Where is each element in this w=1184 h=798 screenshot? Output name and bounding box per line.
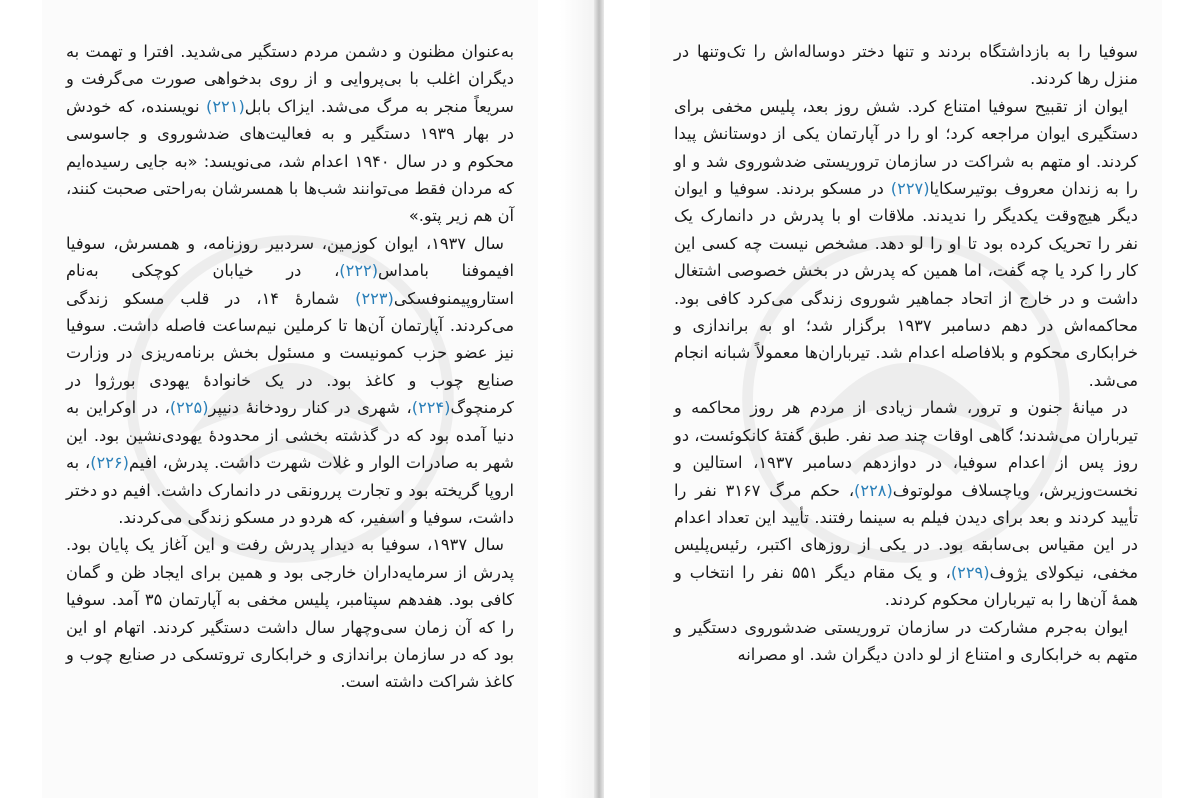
footnote-link[interactable]: (۲۲۳) (355, 288, 394, 308)
footnote-link[interactable]: (۲۲۹) (950, 562, 990, 582)
footnote-link[interactable]: (۲۲۶) (90, 453, 129, 473)
paragraph-text: ، در خیابان کوچکی به‌نام استاروپیمنوفسکی (66, 261, 514, 308)
right-page (650, 0, 1162, 798)
footnote-link[interactable]: (۲۲۵) (169, 398, 209, 418)
right-page-text (674, 38, 1138, 668)
book-gutter-shade (560, 0, 594, 798)
left-page-text (66, 38, 514, 696)
book-gutter (594, 0, 604, 798)
footnote-link[interactable]: (۲۲۷) (890, 179, 930, 199)
footnote-link[interactable]: (۲۲۱) (206, 96, 245, 116)
paragraph-text: ایوان از تقبیح سوفیا امتناع کرد. شش روز بعد، پلیس مخفی برای دستگیری ایوان مراجعه کرد؛ او را در آپارتمان یکی از دوستانش پیدا کردند. او متهم به شراکت در سازمان تروریستی ضدشوروی شد و او را به زندان معروف بوتیرسکایا (674, 96, 1138, 199)
footnote-link[interactable]: (۲۲۴) (411, 398, 451, 418)
paragraph-text: در میانهٔ جنون و ترور، شمار زیادی از مردم هر روز محاکمه و تیرباران می‌شدند؛ گاهی اوقات چند صد نفر. طبق گفتهٔ کانکوئست، دو روز پس از اعدام سوفیا، در دوازدهم دسامبر ۱۹۳۷، استالین و نخست‌وزیرش، ویاچسلاف مولوتوف (674, 398, 1138, 500)
paragraph (66, 38, 514, 230)
left-page (42, 0, 538, 798)
paragraph-text: در مسکو بردند. سوفیا و ایوان دیگر هیچ‌وقت یکدیگر را ندیدند. ملاقات او با پدرش در دانمارک یک نفر را تحریک کرده بود تا او را لو دهد. مشخص نیست چه کسی این کار را کرد یا چه گفت، اما همین که پدرش در بخش خصوصی اشتغال داشت و در خارج از اتحاد جماهیر شوروی زندگی می‌کرد کافی بود. محاکمه‌اش در دهم دسامبر ۱۹۳۷ برگزار شد؛ او به براندازی و خرابکاری محکوم و بلافاصله اعدام شد. تیرباران‌ها معمولاً شبانه انجام می‌شد. (674, 179, 1138, 390)
paragraph (674, 394, 1138, 613)
paragraph-text: شمارهٔ ۱۴، در قلب مسکو زندگی می‌کردند. آپارتمان آن‌ها تا کرملین نیم‌ساعت فاصله داشت. سوفیا نیز عضو حزب کمونیست و مسئول بخش برنامه‌ریزی در وزارت صنایع چوب و کاغذ بود. در یک خانوادهٔ یهودی بورژوا در کرمنچوگ (66, 288, 514, 418)
paragraph-text: نویسنده، که خودش در بهار ۱۹۳۹ دستگیر و به فعالیت‌های ضدشوروی و جاسوسی محکوم و در سال ۱۹۴۰ اعدام شد، می‌نویسد: «به جایی رسیده‌ایم که مردان فقط می‌توانند شب‌ها با همسرشان به‌راحتی صحبت کنند، آن هم زیر پتو.» (66, 96, 514, 226)
paragraph (66, 230, 514, 531)
paragraph-text: به‌عنوان مظنون و دشمن مردم دستگیر می‌شدید. افترا و تهمت به دیگران اغلب با بی‌پروایی و از روی بدخواهی صورت می‌گرفت و سریعاً منجر به مرگ می‌شد. ایزاک بابل (66, 42, 514, 116)
footnote-link[interactable]: (۲۲۸) (854, 480, 893, 500)
paragraph-text: سوفیا را به بازداشتگاه بردند و تنها دختر دوساله‌اش را تک‌وتنها در منزل رها کردند. (674, 42, 1138, 89)
paragraph-text: ایوان به‌جرم مشارکت در سازمان تروریستی ضدشوروی دستگیر و متهم به خرابکاری و امتناع از لو دادن دیگران شد. او مصرانه (674, 617, 1138, 664)
paragraph (674, 614, 1138, 669)
paragraph (674, 38, 1138, 93)
paragraph (674, 93, 1138, 394)
paragraph (66, 531, 514, 695)
paragraph-text: سال ۱۹۳۷، ایوان کوزمین، سردبیر روزنامه، و همسرش، سوفیا افیموفنا بامداس (66, 233, 514, 281)
paragraph-text: ، شهری در کنار رودخانهٔ دنیپر (208, 398, 412, 418)
paragraph-text: ، به اروپا گریخته بود و تجارت پررونقی در دانمارک داشت. افیم دو دختر داشت، سوفیا و اسفیر، که هردو در مسکو زندگی می‌کردند. (66, 453, 514, 527)
footnote-link[interactable]: (۲۲۲) (339, 261, 379, 281)
paragraph-text: ، در اوکراین به دنیا آمده بود که در گذشته بخشی از محدودهٔ یهودی‌نشین بود. این شهر به صادرات الوار و غلات شهرت داشت. پدرش، افیم (66, 398, 514, 473)
paragraph-text: ، حکم مرگ ۳۱۶۷ نفر را تأیید کردند و بعد برای دیدن فیلم به سینما رفتند. تأیید این تعداد اعدام در این مقیاس بی‌سابقه بود. در یکی از روزهای اکتبر، رئیس‌پلیس مخفی، نیکولای یژوف (674, 480, 1138, 582)
paragraph-text: ، و یک مقام دیگر ۵۵۱ نفر را انتخاب و همهٔ آن‌ها را به تیرباران محکوم کردند. (674, 562, 1138, 610)
paragraph-text: سال ۱۹۳۷، سوفیا به دیدار پدرش رفت و این آغاز یک پایان بود. پدرش از سرمایه‌داران خارجی بود و همین برای ایجاد ظن و گمان کافی بود. هفدهم سپتامبر، پلیس مخفی به آپارتمان ۳۵ آمد. سوفیا را که آن زمان سی‌وچهار سال داشت دستگیر کردند. اتهام او این بود که در سازمان براندازی و خرابکاری تروتسکی در صنایع چوب و کاغذ شراکت داشته است. (66, 535, 514, 692)
